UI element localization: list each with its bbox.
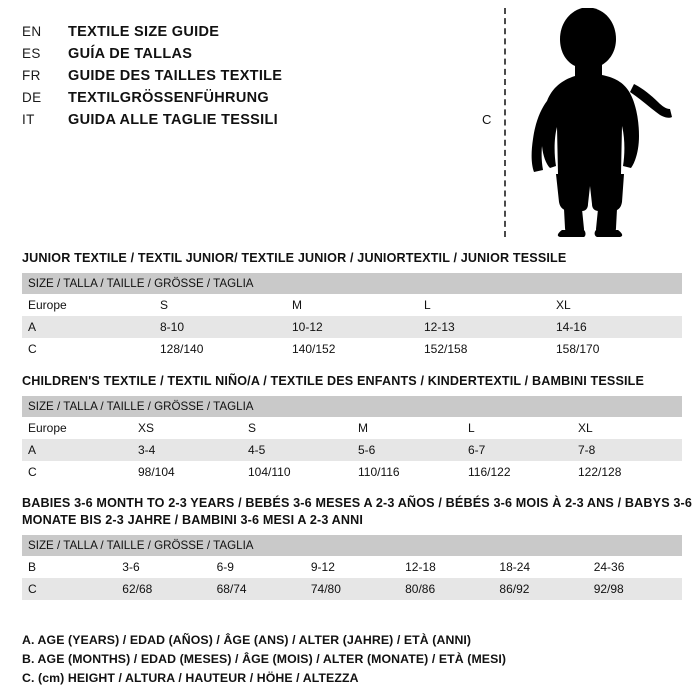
row-label: C [22,578,116,600]
row-label: A [22,439,132,461]
legend-item-a: A. AGE (YEARS) / EDAD (AÑOS) / ÂGE (ANS) / ALTER (JAHRE) / ETÀ (ANNI) [22,633,472,647]
legend-item-b: B. AGE (MONTHS) / EDAD (MESES) / ÂGE (MOIS) / ALTER (MONATE) / ETÀ (MESI) [22,652,507,667]
cell: S [242,417,352,439]
cell: M [352,417,462,439]
language-title: TEXTILE SIZE GUIDE [68,24,220,40]
size-header-label: SIZE / TALLA / TAILLE / GRÖSSE / TAGLIA [22,396,682,417]
cell: 24-36 [588,556,682,578]
language-title: TEXTILGRÖSSENFÜHRUNG [68,90,269,106]
cell: 3-4 [132,439,242,461]
language-code: DE [22,90,42,105]
size-header-label: SIZE / TALLA / TAILLE / GRÖSSE / TAGLIA [22,273,682,294]
language-code: EN [22,24,42,39]
cell: 68/74 [211,578,305,600]
cell: 122/128 [572,461,682,483]
cell: 14-16 [550,316,682,338]
cell: 140/152 [286,338,418,360]
cell: XS [132,417,242,439]
language-code: FR [22,68,41,83]
cell: 6-9 [211,556,305,578]
section-children [20,373,682,487]
table-row [22,556,682,578]
table-row [22,439,682,461]
cell: S [154,294,286,316]
table-row [22,316,682,338]
row-label: C [22,461,132,483]
row-label: Europe [22,417,132,439]
cell: 62/68 [116,578,210,600]
babies-size-table [22,535,682,600]
children-size-table [22,396,682,483]
table-row [22,294,682,316]
cell: 8-10 [154,316,286,338]
cell: L [418,294,550,316]
cell: 18-24 [493,556,587,578]
language-row [22,112,492,128]
language-row [22,90,492,106]
language-title: GUÍA DE TALLAS [68,46,193,62]
cell: 7-8 [572,439,682,461]
cell: 74/80 [305,578,399,600]
section-title: CHILDREN'S TEXTILE / TEXTIL NIÑO/A / TEXTILE DES ENFANTS / KINDERTEXTIL / BAMBINI TESSILE [22,374,645,388]
language-title: GUIDE DES TAILLES TEXTILE [68,68,283,84]
cell: 3-6 [116,556,210,578]
row-label: C [22,338,154,360]
row-label: Europe [22,294,154,316]
cell: 12-18 [399,556,493,578]
cell: XL [550,294,682,316]
table-header-row [22,273,682,294]
section-title: BABIES 3-6 MONTH TO 2-3 YEARS / BEBÉS 3-6 MESES A 2-3 AÑOS / BÉBÉS 3-6 MOIS À 2-3 ANS / BABYS 3-6 MONATE BIS 2-3 JAHRE / BAMBINI 3-6 MESI A 2-3 ANNI [22,496,693,527]
cell: 5-6 [352,439,462,461]
cell: 110/116 [352,461,462,483]
section-title: JUNIOR TEXTILE / TEXTIL JUNIOR/ TEXTILE JUNIOR / JUNIORTEXTIL / JUNIOR TESSILE [22,251,567,265]
cell: 86/92 [493,578,587,600]
cell: 152/158 [418,338,550,360]
language-row [22,24,492,40]
cell: 128/140 [154,338,286,360]
cell: 10-12 [286,316,418,338]
cell: M [286,294,418,316]
cell: L [462,417,572,439]
junior-size-table [22,273,682,360]
child-silhouette-icon [520,6,680,238]
cell: 9-12 [305,556,399,578]
row-label: A [22,316,154,338]
language-title-block [22,24,492,134]
table-row [22,578,682,600]
height-marker-label: C [482,112,492,127]
cell: 92/98 [588,578,682,600]
table-row [22,417,682,439]
cell: 104/110 [242,461,352,483]
language-code: ES [22,46,41,61]
row-label: B [22,556,116,578]
cell: 12-13 [418,316,550,338]
table-header-row [22,535,682,556]
table-header-row [22,396,682,417]
language-row [22,46,492,62]
language-row [22,68,492,84]
cell: XL [572,417,682,439]
cell: 98/104 [132,461,242,483]
table-row [22,338,682,360]
legend-item-c: C. (cm) HEIGHT / ALTURA / HAUTEUR / HÖHE / ALTEZZA [22,671,359,686]
cell: 4-5 [242,439,352,461]
cell: 158/170 [550,338,682,360]
size-header-label: SIZE / TALLA / TAILLE / GRÖSSE / TAGLIA [22,535,682,556]
section-babies [20,495,700,604]
cell: 80/86 [399,578,493,600]
language-title: GUIDA ALLE TAGLIE TESSILI [68,112,278,128]
height-dashed-line [504,8,506,237]
legend-block [22,631,506,688]
cell: 116/122 [462,461,572,483]
table-row [22,461,682,483]
section-junior [20,250,682,364]
cell: 6-7 [462,439,572,461]
figure-area [482,0,690,245]
language-code: IT [22,112,35,127]
